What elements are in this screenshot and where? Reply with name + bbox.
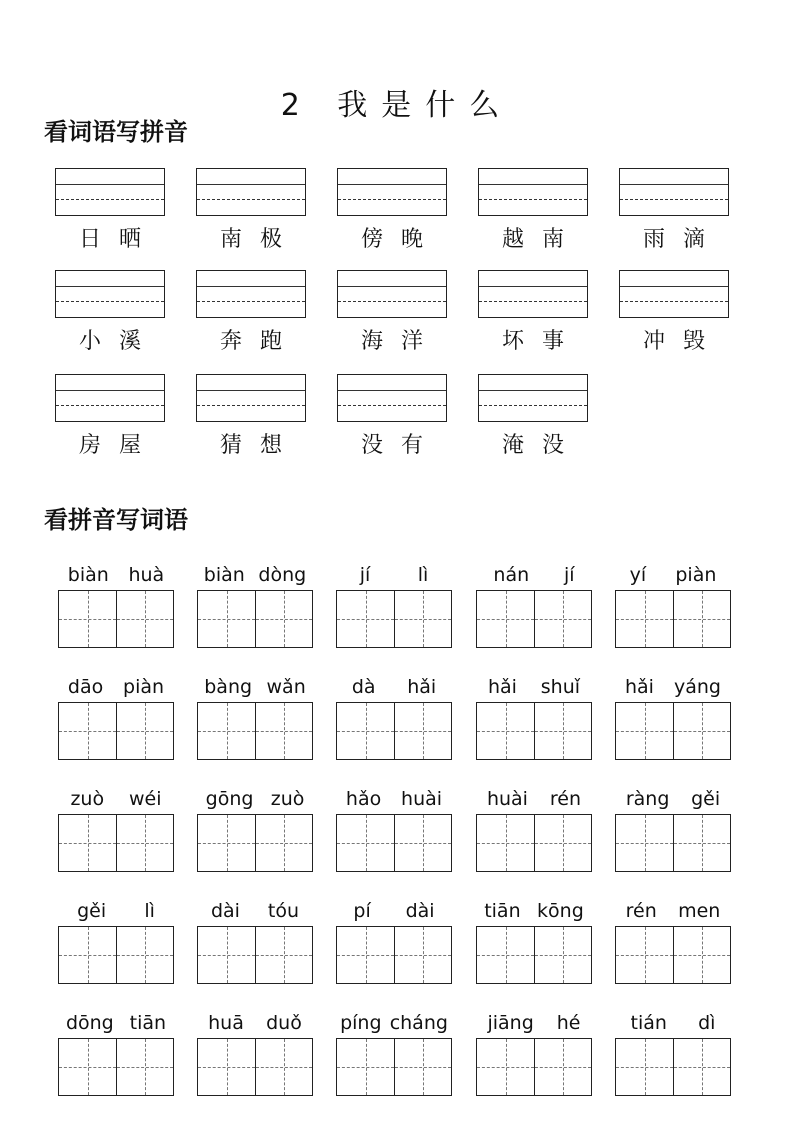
character-writing-cell[interactable] <box>673 591 730 647</box>
pinyin-answer-item <box>337 168 449 253</box>
character-writing-cell[interactable] <box>534 815 591 871</box>
word-label: 日晒 <box>78 227 159 252</box>
pinyin-writing-lines[interactable] <box>478 270 588 318</box>
pinyin-syllable: piàn <box>675 564 717 586</box>
pinyin-syllable: ràng <box>625 788 670 810</box>
pinyin-syllable: zuò <box>70 788 105 810</box>
word-label: 小溪 <box>78 329 159 354</box>
section-heading-write-pinyin: 看词语写拼音 <box>44 118 188 146</box>
word-answer-item <box>58 788 174 872</box>
word-label: 傍晚 <box>360 227 441 252</box>
pinyin-syllable: hǎi <box>625 676 654 698</box>
word-answer-item <box>197 1012 313 1096</box>
word-answer-item <box>197 900 313 984</box>
pinyin-answer-item <box>196 270 308 355</box>
word-label: 没有 <box>360 433 441 458</box>
character-writing-cell[interactable] <box>337 591 394 647</box>
pinyin-syllable: huài <box>486 788 528 810</box>
pinyin-syllable: dà <box>351 676 376 698</box>
pinyin-writing-lines[interactable] <box>337 374 447 422</box>
pinyin-prompt <box>615 788 731 812</box>
pinyin-syllable: duǒ <box>266 1012 302 1034</box>
word-answer-item <box>476 900 592 984</box>
word-label: 雨滴 <box>642 227 723 252</box>
word-label: 猜想 <box>219 433 300 458</box>
word-answer-item <box>476 788 592 872</box>
pinyin-prompt <box>615 1012 731 1036</box>
pinyin-syllable: gōng <box>205 788 254 810</box>
pinyin-prompt <box>476 676 592 700</box>
character-writing-cell[interactable] <box>116 815 173 871</box>
character-writing-cell[interactable] <box>616 1039 673 1095</box>
pinyin-syllable: men <box>678 900 721 922</box>
character-writing-cell[interactable] <box>673 815 730 871</box>
word-label: 海洋 <box>360 329 441 354</box>
tianzige-grid <box>197 702 313 760</box>
character-writing-cell[interactable] <box>534 1039 591 1095</box>
word-answer-item <box>476 676 592 760</box>
word-label: 房屋 <box>78 433 159 458</box>
word-answer-item <box>476 1012 592 1096</box>
tianzige-grid <box>336 814 452 872</box>
pinyin-syllable: gěi <box>77 900 107 922</box>
word-answer-item <box>336 788 452 872</box>
pinyin-syllable: rén <box>625 900 657 922</box>
pinyin-prompt <box>336 676 452 700</box>
character-writing-cell[interactable] <box>394 591 451 647</box>
character-writing-cell[interactable] <box>337 815 394 871</box>
word-answer-item <box>615 900 731 984</box>
word-label: 坏事 <box>501 329 582 354</box>
pinyin-syllable: piàn <box>123 676 165 698</box>
word-label: 淹没 <box>501 433 582 458</box>
character-writing-cell[interactable] <box>616 927 673 983</box>
tianzige-grid <box>58 926 174 984</box>
word-answer-item <box>615 676 731 760</box>
pinyin-writing-lines[interactable] <box>55 168 165 216</box>
pinyin-syllable: zuò <box>270 788 305 810</box>
word-answer-item <box>615 788 731 872</box>
pinyin-prompt <box>197 1012 313 1036</box>
pinyin-prompt <box>197 564 313 588</box>
pinyin-answer-item <box>337 374 449 459</box>
word-answer-item <box>615 564 731 648</box>
pinyin-syllable: tóu <box>267 900 300 922</box>
pinyin-answer-item <box>478 270 590 355</box>
tianzige-grid <box>197 590 313 648</box>
tianzige-grid <box>58 1038 174 1096</box>
pinyin-syllable: wǎn <box>266 676 306 698</box>
pinyin-syllable: jiāng <box>487 1012 534 1034</box>
pinyin-syllable: kōng <box>537 900 584 922</box>
pinyin-prompt <box>336 900 452 924</box>
pinyin-prompt <box>58 788 174 812</box>
character-writing-cell[interactable] <box>255 815 312 871</box>
character-writing-cell[interactable] <box>59 927 116 983</box>
pinyin-writing-lines[interactable] <box>478 168 588 216</box>
pinyin-syllable: dōng <box>65 1012 114 1034</box>
character-writing-cell[interactable] <box>394 1039 451 1095</box>
section-heading-write-words: 看拼音写词语 <box>44 506 188 534</box>
character-writing-cell[interactable] <box>59 591 116 647</box>
pinyin-syllable: biàn <box>203 564 245 586</box>
character-writing-cell[interactable] <box>337 927 394 983</box>
character-writing-cell[interactable] <box>198 927 255 983</box>
word-answer-item <box>58 564 174 648</box>
character-writing-cell[interactable] <box>198 703 255 759</box>
pinyin-syllable: dòng <box>258 564 307 586</box>
tianzige-grid <box>615 590 731 648</box>
pinyin-prompt <box>615 676 731 700</box>
word-answer-item <box>336 676 452 760</box>
pinyin-writing-lines[interactable] <box>619 270 729 318</box>
pinyin-syllable: dài <box>405 900 435 922</box>
character-writing-cell[interactable] <box>255 591 312 647</box>
pinyin-syllable: dāo <box>67 676 104 698</box>
word-label: 越南 <box>501 227 582 252</box>
pinyin-syllable: biàn <box>67 564 109 586</box>
pinyin-prompt <box>615 564 731 588</box>
pinyin-prompt <box>476 564 592 588</box>
character-writing-cell[interactable] <box>477 1039 534 1095</box>
pinyin-prompt <box>476 900 592 924</box>
pinyin-syllable: pí <box>353 900 371 922</box>
character-writing-cell[interactable] <box>116 591 173 647</box>
pinyin-syllable: shuǐ <box>540 676 581 698</box>
pinyin-answer-item <box>337 270 449 355</box>
pinyin-syllable: hǎi <box>407 676 437 698</box>
pinyin-answer-item <box>478 168 590 253</box>
word-answer-item <box>58 900 174 984</box>
pinyin-answer-item <box>478 374 590 459</box>
character-writing-cell[interactable] <box>198 815 255 871</box>
word-answer-item <box>197 788 313 872</box>
pinyin-writing-lines[interactable] <box>196 270 306 318</box>
character-writing-cell[interactable] <box>337 1039 394 1095</box>
pinyin-syllable: nán <box>493 564 530 586</box>
character-writing-cell[interactable] <box>394 703 451 759</box>
pinyin-prompt <box>476 788 592 812</box>
character-writing-cell[interactable] <box>198 591 255 647</box>
pinyin-syllable: bàng <box>204 676 253 698</box>
pinyin-syllable: tiān <box>129 1012 167 1034</box>
pinyin-syllable: huài <box>401 788 443 810</box>
character-writing-cell[interactable] <box>477 703 534 759</box>
page-title: 2 我是什么 <box>280 88 514 123</box>
tianzige-grid <box>197 926 313 984</box>
tianzige-grid <box>615 702 731 760</box>
pinyin-writing-lines[interactable] <box>55 374 165 422</box>
character-writing-cell[interactable] <box>616 703 673 759</box>
pinyin-syllable: yáng <box>673 676 721 698</box>
pinyin-syllable: jí <box>564 564 575 586</box>
tianzige-grid <box>336 926 452 984</box>
tianzige-grid <box>58 814 174 872</box>
pinyin-writing-lines[interactable] <box>337 270 447 318</box>
character-writing-cell[interactable] <box>116 703 173 759</box>
character-writing-cell[interactable] <box>116 1039 173 1095</box>
pinyin-prompt <box>58 676 174 700</box>
tianzige-grid <box>476 926 592 984</box>
word-answer-item <box>476 564 592 648</box>
pinyin-prompt <box>58 564 174 588</box>
character-writing-cell[interactable] <box>673 1039 730 1095</box>
tianzige-grid <box>336 702 452 760</box>
tianzige-grid <box>476 590 592 648</box>
pinyin-writing-lines[interactable] <box>478 374 588 422</box>
pinyin-writing-lines[interactable] <box>55 270 165 318</box>
pinyin-answer-item <box>619 270 731 355</box>
pinyin-writing-lines[interactable] <box>337 168 447 216</box>
pinyin-syllable: jí <box>359 564 371 586</box>
character-writing-cell[interactable] <box>673 927 730 983</box>
tianzige-grid <box>615 814 731 872</box>
character-writing-cell[interactable] <box>477 927 534 983</box>
pinyin-syllable: hǎo <box>345 788 382 810</box>
character-writing-cell[interactable] <box>534 927 591 983</box>
pinyin-prompt <box>336 1012 452 1036</box>
pinyin-answer-item <box>619 168 731 253</box>
pinyin-prompt <box>197 788 313 812</box>
character-writing-cell[interactable] <box>255 1039 312 1095</box>
pinyin-prompt <box>336 564 452 588</box>
pinyin-syllable: tián <box>630 1012 667 1034</box>
word-label: 南极 <box>219 227 300 252</box>
pinyin-answer-item <box>55 270 167 355</box>
tianzige-grid <box>615 1038 731 1096</box>
character-writing-cell[interactable] <box>477 591 534 647</box>
tianzige-grid <box>476 814 592 872</box>
pinyin-prompt <box>197 900 313 924</box>
word-answer-item <box>58 676 174 760</box>
tianzige-grid <box>476 702 592 760</box>
character-writing-cell[interactable] <box>477 815 534 871</box>
pinyin-writing-lines[interactable] <box>619 168 729 216</box>
pinyin-syllable: huà <box>128 564 165 586</box>
character-writing-cell[interactable] <box>394 815 451 871</box>
tianzige-grid <box>58 702 174 760</box>
pinyin-syllable: lì <box>417 564 429 586</box>
pinyin-prompt <box>197 676 313 700</box>
word-answer-item <box>336 900 452 984</box>
pinyin-prompt <box>58 1012 174 1036</box>
pinyin-prompt <box>336 788 452 812</box>
pinyin-syllable: píng <box>340 1012 382 1034</box>
tianzige-grid <box>58 590 174 648</box>
character-writing-cell[interactable] <box>534 703 591 759</box>
word-label: 冲毁 <box>642 329 723 354</box>
word-answer-item <box>336 564 452 648</box>
character-writing-cell[interactable] <box>255 703 312 759</box>
character-writing-cell[interactable] <box>673 703 730 759</box>
pinyin-answer-item <box>196 168 308 253</box>
tianzige-grid <box>197 1038 313 1096</box>
tianzige-grid <box>336 1038 452 1096</box>
word-answer-item <box>58 1012 174 1096</box>
character-writing-cell[interactable] <box>534 591 591 647</box>
character-writing-cell[interactable] <box>394 927 451 983</box>
character-writing-cell[interactable] <box>59 815 116 871</box>
pinyin-syllable: hé <box>556 1012 581 1034</box>
pinyin-answer-item <box>55 374 167 459</box>
pinyin-syllable: tiān <box>484 900 521 922</box>
tianzige-grid <box>336 590 452 648</box>
character-writing-cell[interactable] <box>616 591 673 647</box>
word-answer-item <box>197 676 313 760</box>
pinyin-prompt <box>58 900 174 924</box>
pinyin-syllable: yí <box>629 564 647 586</box>
pinyin-writing-lines[interactable] <box>196 374 306 422</box>
pinyin-writing-lines[interactable] <box>196 168 306 216</box>
pinyin-syllable: cháng <box>389 1012 448 1034</box>
pinyin-prompt <box>476 1012 592 1036</box>
character-writing-cell[interactable] <box>255 927 312 983</box>
pinyin-answer-item <box>55 168 167 253</box>
pinyin-syllable: lì <box>144 900 155 922</box>
character-writing-cell[interactable] <box>616 815 673 871</box>
word-answer-item <box>615 1012 731 1096</box>
pinyin-syllable: wéi <box>129 788 162 810</box>
word-answer-item <box>336 1012 452 1096</box>
pinyin-answer-item <box>196 374 308 459</box>
character-writing-cell[interactable] <box>198 1039 255 1095</box>
pinyin-syllable: rén <box>549 788 582 810</box>
pinyin-syllable: dài <box>210 900 240 922</box>
pinyin-syllable: dì <box>698 1012 716 1034</box>
pinyin-prompt <box>615 900 731 924</box>
word-label: 奔跑 <box>219 329 300 354</box>
character-writing-cell[interactable] <box>337 703 394 759</box>
character-writing-cell[interactable] <box>59 1039 116 1095</box>
character-writing-cell[interactable] <box>116 927 173 983</box>
pinyin-syllable: huā <box>208 1012 244 1034</box>
word-answer-item <box>197 564 313 648</box>
tianzige-grid <box>615 926 731 984</box>
pinyin-syllable: gěi <box>691 788 721 810</box>
tianzige-grid <box>476 1038 592 1096</box>
tianzige-grid <box>197 814 313 872</box>
pinyin-syllable: hǎi <box>487 676 517 698</box>
character-writing-cell[interactable] <box>59 703 116 759</box>
